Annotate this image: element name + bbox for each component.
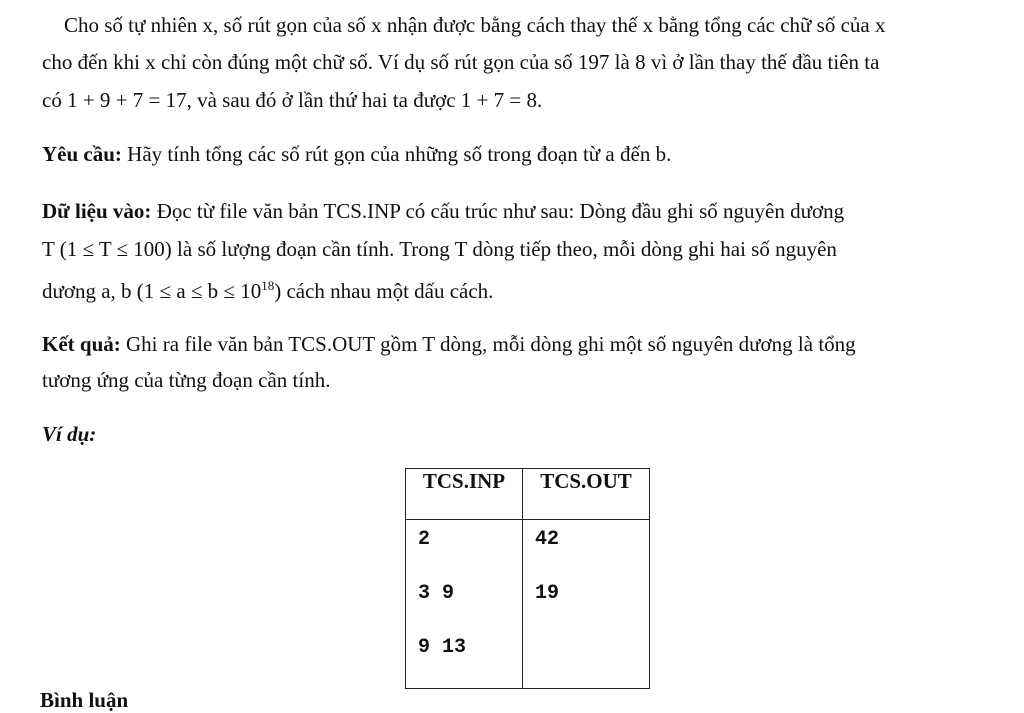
statement-line-3: có 1 + 9 + 7 = 17, và sau đó ở lần thứ hai ta được 1 + 7 = 8. [42,88,543,112]
out-cell [523,520,650,689]
statement-line-2: cho đến khi x chỉ còn đúng một chữ số. Ví dụ số rút gọn của số 197 là 8 vì ở lần thay thế đầu tiên ta [42,50,880,74]
out-line: 19 [535,582,560,605]
out-line: 42 [535,528,560,551]
inp-line: 3 9 [418,582,455,605]
input-section-line-2: T (1 ≤ T ≤ 100) là số lượng đoạn cần tính. Trong T dòng tiếp theo, mỗi dòng ghi hai số nguyên [42,237,837,261]
exponent: 18 [261,278,275,293]
output-section-line-2: tương ứng của từng đoạn cần tính. [42,368,331,392]
requirement-label: Yêu cầu: [42,142,122,166]
input-section-line-1: Dữ liệu vào: Đọc từ file văn bản TCS.INP có cấu trúc như sau: Dòng đầu ghi số nguyên dương [42,199,845,223]
header-inp: TCS.INP [406,469,523,520]
output-label: Kết quả: [42,332,121,356]
table-row [406,520,650,689]
example-table [405,468,650,689]
inp-cell [406,520,523,689]
table-header-row [406,469,650,520]
header-out: TCS.OUT [523,469,650,520]
statement-line-1: Cho số tự nhiên x, số rút gọn của số x nhận được bằng cách thay thế x bằng tổng các chữ số của x [64,13,886,37]
input-label: Dữ liệu vào: [42,199,152,223]
example-label: Ví dụ: [42,422,97,446]
requirement-section [42,140,671,168]
requirement-text: Hãy tính tổng các số rút gọn của những số trong đoạn từ a đến b. [127,142,672,166]
output-section-line-1: Kết quả: Ghi ra file văn bản TCS.OUT gồm T dòng, mỗi dòng ghi một số nguyên dương là tổng [42,332,856,356]
inp-line: 9 13 [418,636,467,659]
inp-line: 2 [418,528,431,551]
cut-off-heading: Bình luận [40,688,129,712]
input-section-line-3: dương a, b $(1 \le a \le b \le 10^{18})$ cách nhau một dấu cách. [42,278,494,303]
